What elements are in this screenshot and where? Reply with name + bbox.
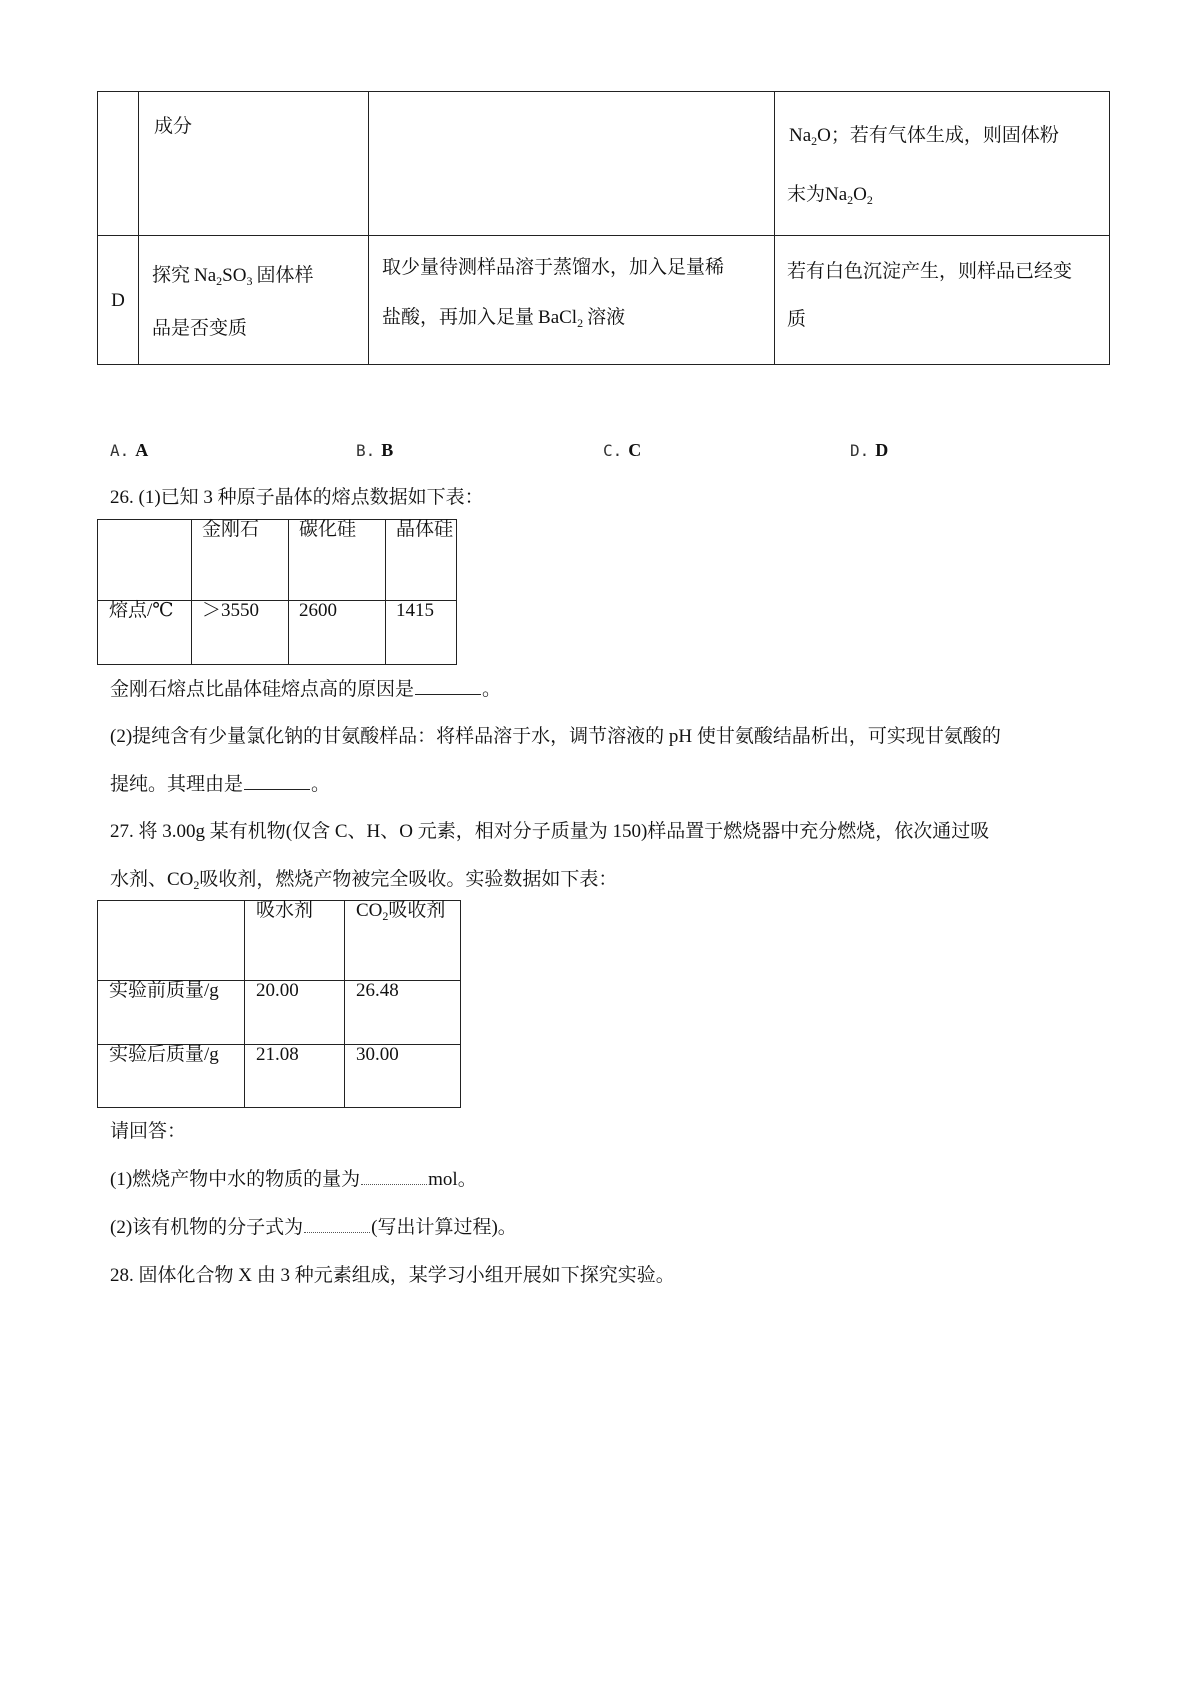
- experiment-table: [97, 91, 1110, 365]
- purpose-text: 固体样: [256, 265, 314, 286]
- option-c[interactable]: [603, 440, 641, 461]
- row-label: 实验后质量/g: [109, 1044, 219, 1065]
- purpose-cell: [139, 92, 369, 236]
- subscript: 2: [216, 274, 223, 288]
- question-text: (2)该有机物的分子式为: [110, 1217, 304, 1238]
- header-diamond: 金刚石: [202, 519, 260, 540]
- row-label-cell: [98, 236, 139, 365]
- formula-part: CO: [356, 900, 383, 921]
- subscript: 2: [577, 316, 584, 330]
- question-text: (写出计算过程)。: [371, 1217, 517, 1238]
- row-label-cell: [98, 601, 192, 665]
- method-cell: [369, 92, 775, 236]
- purpose-text: 探究: [152, 265, 191, 286]
- option-letter: C.: [603, 441, 623, 460]
- q27-prompt: 请回答：: [110, 1121, 187, 1142]
- q27-sub1: [110, 1168, 477, 1192]
- conclusion-text: ；若有气体生成，则固体粉: [830, 125, 1059, 146]
- conclusion-line-2: [787, 184, 873, 207]
- table-row: [98, 981, 461, 1045]
- table-header-cell: [98, 520, 192, 601]
- table-header-cell: [98, 901, 245, 981]
- row-label: D: [111, 289, 125, 311]
- conclusion-text: 末为: [787, 184, 826, 205]
- subscript: 2: [811, 134, 818, 148]
- subscript: 2: [193, 878, 200, 892]
- conclusion-line-1: 若有白色沉淀产生，则样品已经变: [787, 261, 1073, 282]
- table-row: [98, 92, 1110, 236]
- table-cell: [386, 601, 457, 665]
- option-value: C: [628, 440, 642, 460]
- punctuation: 。: [482, 679, 502, 700]
- q26-sub2-line1: (2)提纯含有少量氯化钠的甘氨酸样品：将样品溶于水，调节溶液的 pH 使甘氨酸结晶析出，可实现甘氨酸的: [110, 726, 1001, 747]
- method-line-2: [382, 307, 626, 330]
- value-crystal-silicon: 1415: [396, 600, 434, 621]
- header-water-absorbent: 吸水剂: [256, 900, 314, 921]
- option-value: A: [135, 440, 149, 460]
- table-header-row: [98, 901, 461, 981]
- option-value: D: [875, 440, 889, 460]
- purpose-cell: [139, 236, 369, 365]
- method-cell: [369, 236, 775, 365]
- table-cell: [192, 601, 289, 665]
- row-label: 熔点/℃: [109, 600, 174, 621]
- conclusion-line-1: [789, 125, 1059, 148]
- q26-sub1: [110, 678, 501, 702]
- header-crystal-silicon: 晶体硅: [396, 519, 454, 540]
- method-text: 溶液: [587, 307, 626, 328]
- formula-part: BaCl: [538, 307, 578, 328]
- method-text: 盐酸，再加入足量: [382, 307, 535, 328]
- table-cell: [245, 1045, 345, 1108]
- purpose-text: 成分: [154, 116, 193, 137]
- question-text: (1)燃烧产物中水的物质的量为: [110, 1169, 361, 1190]
- q28-text: 28. 固体化合物 X 由 3 种元素组成，某学习小组开展如下探究实验。: [110, 1265, 675, 1286]
- row-label-cell: [98, 92, 139, 236]
- formula-part: Na: [825, 184, 848, 205]
- header-text: 吸收剂: [388, 900, 446, 921]
- value-diamond: ＞3550: [202, 600, 260, 621]
- option-letter: A.: [110, 441, 130, 460]
- value-water-after: 21.08: [256, 1044, 299, 1065]
- row-label: 实验前质量/g: [109, 980, 219, 1001]
- option-b[interactable]: [356, 440, 393, 461]
- melting-point-table: [97, 519, 457, 665]
- table-header-cell: [245, 901, 345, 981]
- subscript: 2: [847, 193, 854, 207]
- answer-blank[interactable]: [244, 788, 310, 790]
- row-label-cell: [98, 1045, 245, 1108]
- q26-intro: 26. (1)已知 3 种原子晶体的熔点数据如下表：: [110, 487, 484, 508]
- purpose-line-2: 品是否变质: [152, 318, 248, 339]
- table-cell: [345, 981, 461, 1045]
- conclusion-cell: [775, 92, 1110, 236]
- option-d[interactable]: [850, 440, 888, 461]
- conclusion-cell: [775, 236, 1110, 365]
- table-header-cell: [289, 520, 386, 601]
- punctuation: 。: [311, 774, 331, 795]
- option-a[interactable]: [110, 440, 148, 461]
- question-text: 金刚石熔点比晶体硅熔点高的原因是: [110, 679, 415, 700]
- q27-line2: [110, 868, 617, 892]
- formula-part: SO: [222, 265, 247, 286]
- formula-part: O: [817, 125, 831, 146]
- unit-text: mol。: [428, 1169, 477, 1190]
- question-text: 水剂、CO: [110, 869, 194, 890]
- combustion-data-table: [97, 900, 461, 1108]
- table-header-cell: [192, 520, 289, 601]
- subscript: 2: [866, 193, 873, 207]
- value-co2-after: 30.00: [356, 1044, 399, 1065]
- q26-sub2-line2: [110, 773, 330, 797]
- formula-part: Na: [789, 125, 812, 146]
- subscript: 3: [246, 274, 253, 288]
- formula-part: Na: [194, 265, 217, 286]
- answer-blank[interactable]: [415, 693, 481, 695]
- option-letter: D.: [850, 441, 870, 460]
- value-water-before: 20.00: [256, 980, 299, 1001]
- value-co2-before: 26.48: [356, 980, 399, 1001]
- table-header-cell: [386, 520, 457, 601]
- question-text: 提纯。其理由是: [110, 774, 244, 795]
- table-row: [98, 601, 457, 665]
- answer-blank[interactable]: [361, 1183, 427, 1185]
- method-line-1: 取少量待测样品溶于蒸馏水，加入足量稀: [382, 257, 725, 278]
- table-cell: [289, 601, 386, 665]
- formula-part: O: [853, 184, 867, 205]
- header-silicon-carbide: 碳化硅: [299, 519, 357, 540]
- table-row: [98, 236, 1110, 365]
- value-silicon-carbide: 2600: [299, 600, 337, 621]
- table-cell: [245, 981, 345, 1045]
- option-value: B: [381, 440, 394, 460]
- q27-sub2: [110, 1216, 517, 1240]
- purpose-line-1: [152, 265, 314, 288]
- q27-line1: 27. 将 3.00g 某有机物(仅含 C、H、O 元素，相对分子质量为 150)样品置于燃烧器中充分燃烧，依次通过吸: [110, 821, 990, 842]
- subscript: 2: [382, 909, 389, 923]
- table-header-cell: [345, 901, 461, 981]
- answer-blank[interactable]: [304, 1231, 370, 1233]
- header-co2-absorbent: [356, 900, 445, 921]
- row-label-cell: [98, 981, 245, 1045]
- table-row: [98, 1045, 461, 1108]
- conclusion-line-2: 质: [787, 309, 807, 330]
- table-header-row: [98, 520, 457, 601]
- table-cell: [345, 1045, 461, 1108]
- question-text: 吸收剂，燃烧产物被完全吸收。实验数据如下表：: [199, 869, 618, 890]
- option-letter: B.: [356, 441, 376, 460]
